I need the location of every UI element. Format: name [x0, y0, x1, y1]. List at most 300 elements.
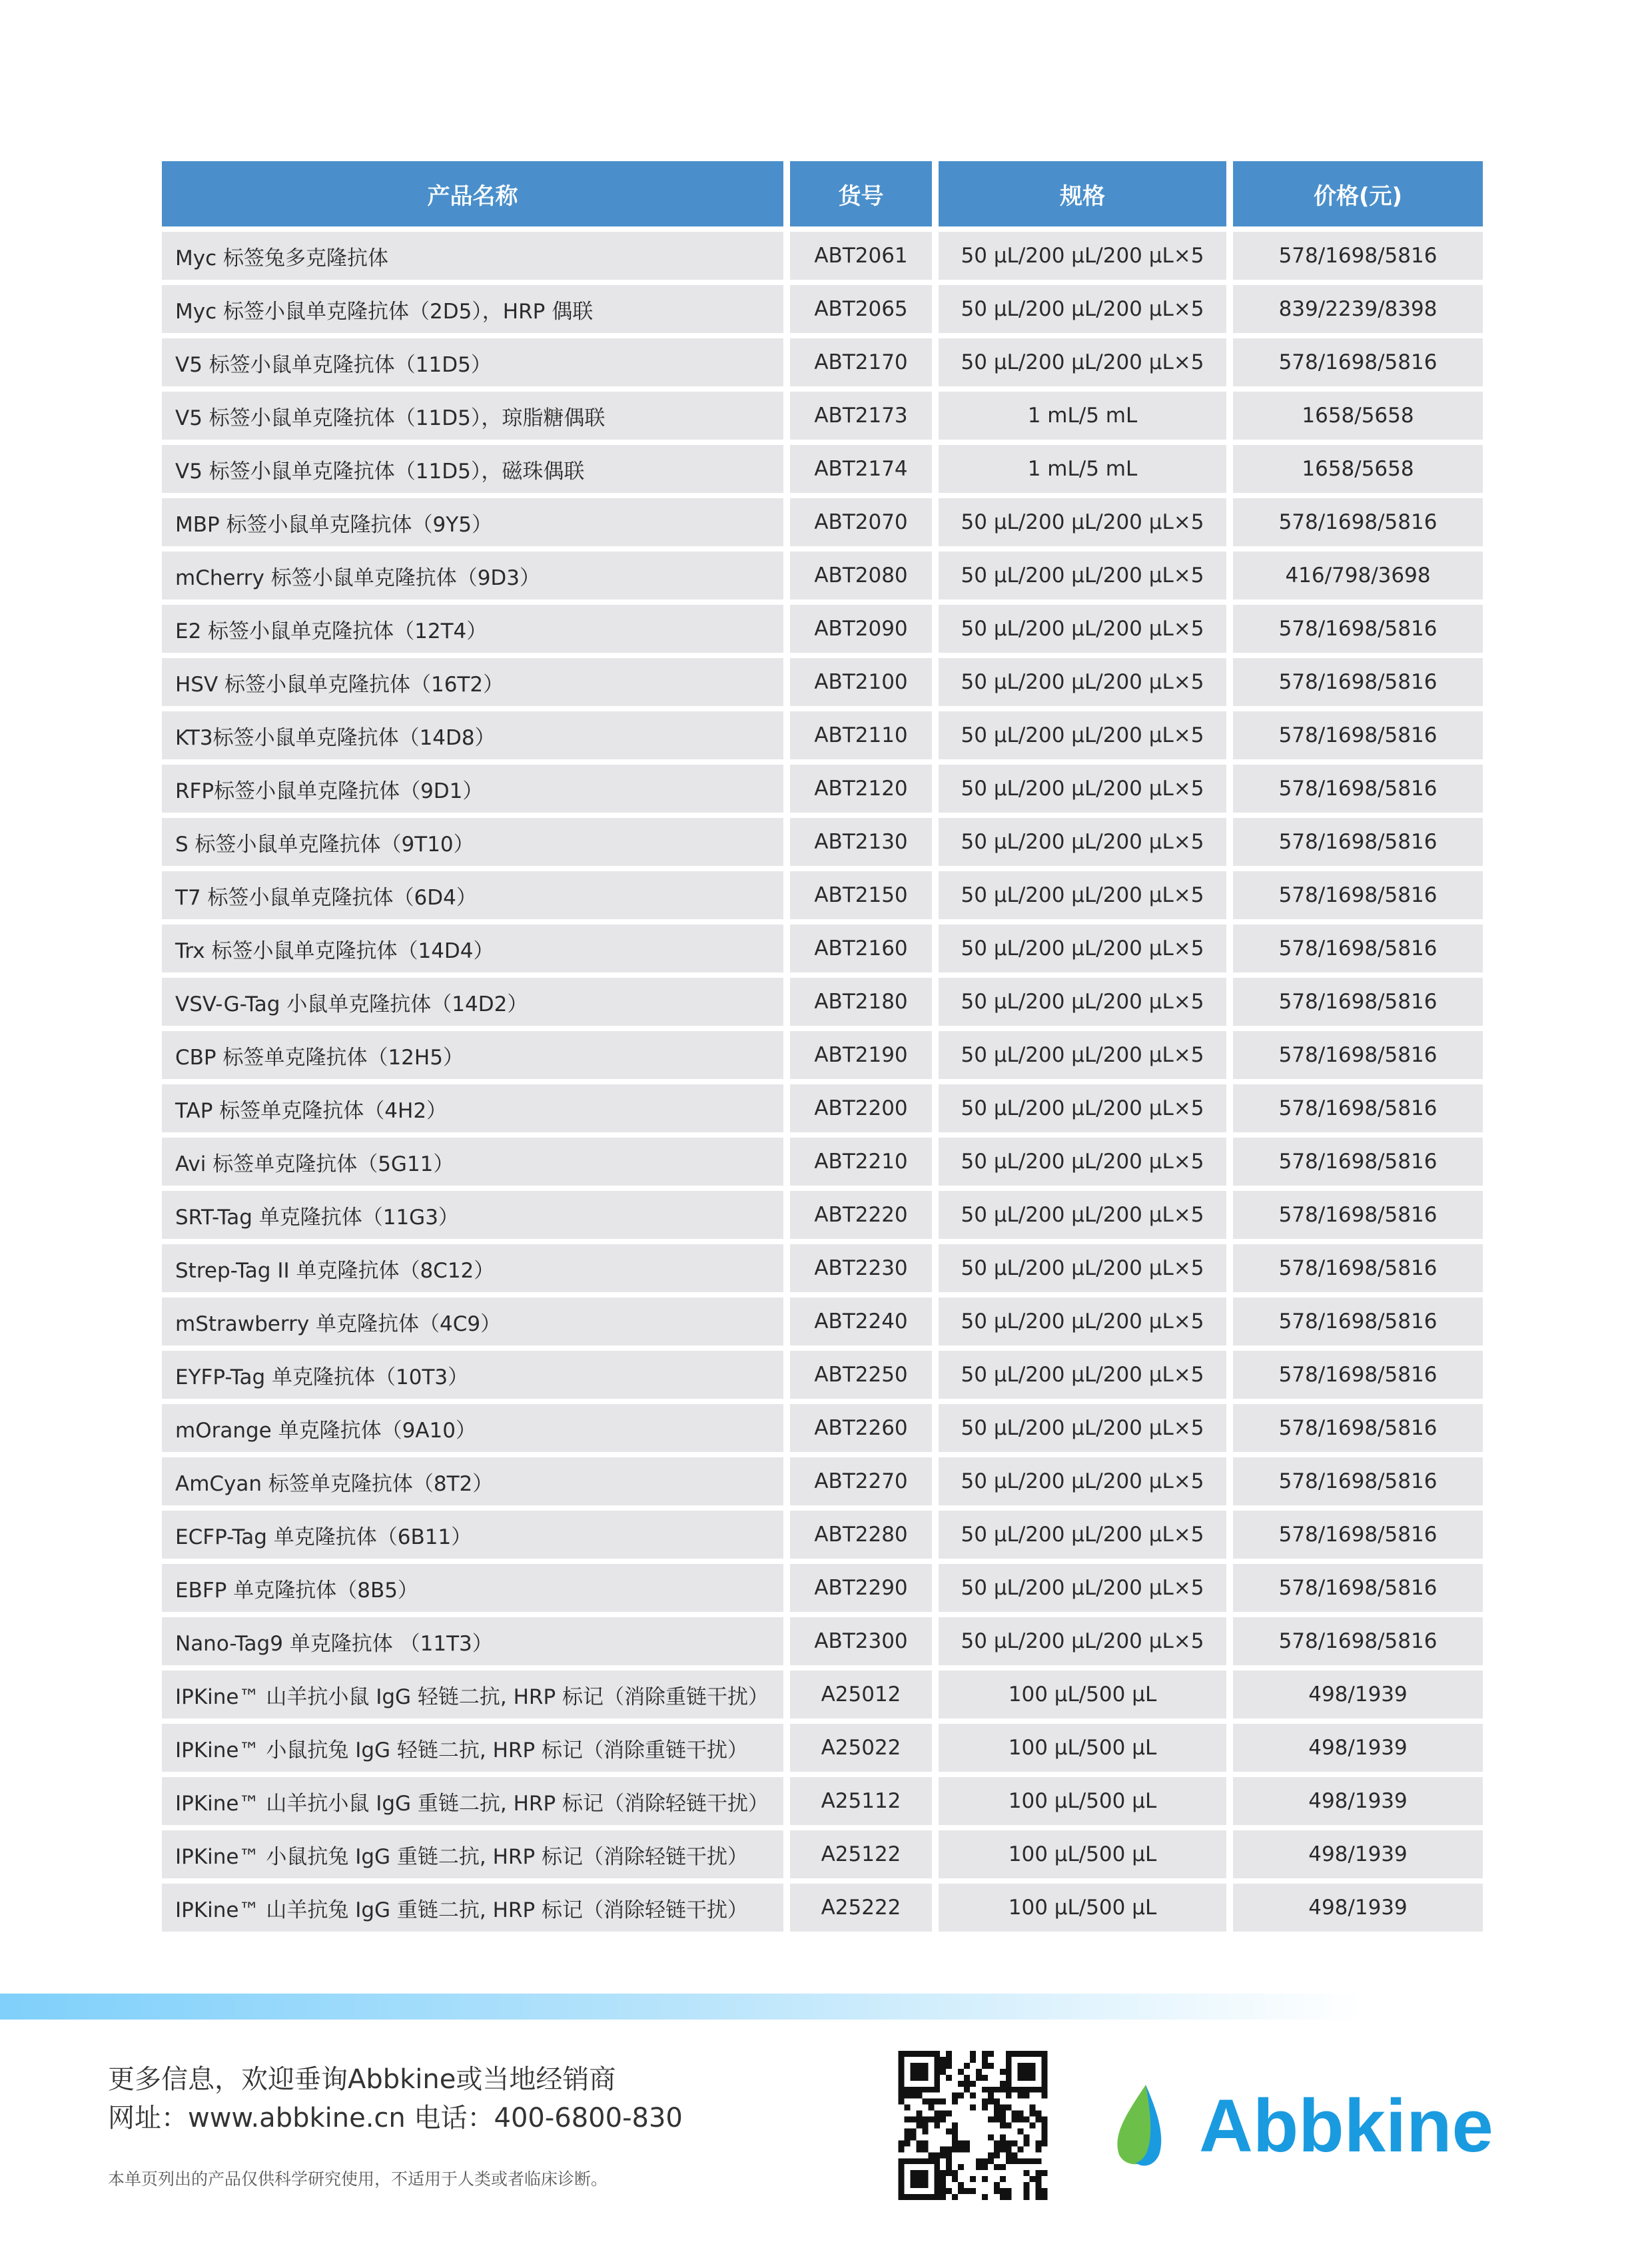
qr-module	[946, 2164, 952, 2170]
table-row	[162, 1404, 1483, 1452]
qr-module	[958, 2069, 964, 2075]
cell-catalog-no: ABT2260	[790, 1404, 932, 1452]
cell-catalog-no: ABT2270	[790, 1457, 932, 1505]
qr-module	[1030, 2087, 1036, 2093]
qr-module	[1006, 2075, 1012, 2081]
cell-price: 578/1698/5816	[1233, 232, 1483, 280]
qr-module	[1030, 2063, 1036, 2069]
qr-module	[934, 2069, 940, 2075]
qr-module	[1018, 2087, 1024, 2093]
qr-module	[1012, 2051, 1018, 2057]
cell-size: 50 μL/200 μL/200 μL×5	[939, 1617, 1226, 1665]
qr-module	[1012, 2158, 1018, 2164]
qr-module	[1006, 2140, 1012, 2146]
table-row	[162, 978, 1483, 1026]
qr-module	[934, 2051, 940, 2057]
qr-module	[910, 2158, 916, 2164]
qr-module	[1030, 2123, 1036, 2129]
qr-module	[910, 2087, 916, 2093]
qr-module	[1030, 2069, 1036, 2075]
qr-module	[1042, 2075, 1048, 2081]
qr-module	[994, 2117, 1000, 2123]
cell-price: 578/1698/5816	[1233, 765, 1483, 813]
qr-module	[940, 2176, 946, 2182]
cell-product-name: IPKine™ 山羊抗小鼠 IgG 重链二抗, HRP 标记（消除轻链干扰）	[162, 1777, 783, 1825]
qr-module	[928, 2099, 934, 2105]
qr-module	[952, 2170, 958, 2176]
cell-catalog-no: A25222	[790, 1884, 932, 1932]
qr-module	[964, 2087, 970, 2093]
qr-module	[964, 2063, 970, 2069]
qr-module	[1036, 2146, 1042, 2152]
cell-catalog-no: ABT2174	[790, 445, 932, 493]
cell-product-name: ECFP-Tag 单克隆抗体（6B11）	[162, 1511, 783, 1559]
qr-module	[1024, 2069, 1030, 2075]
qr-module	[952, 2134, 958, 2140]
cell-size: 50 μL/200 μL/200 μL×5	[939, 1138, 1226, 1186]
qr-module	[946, 2057, 952, 2063]
cell-price: 578/1698/5816	[1233, 818, 1483, 866]
qr-module	[982, 2051, 988, 2057]
qr-module	[1030, 2075, 1036, 2081]
qr-module	[946, 2075, 952, 2081]
table-row	[162, 711, 1483, 759]
cell-catalog-no: ABT2061	[790, 232, 932, 280]
qr-module	[1012, 2087, 1018, 2093]
qr-module	[904, 2194, 910, 2200]
cell-size: 50 μL/200 μL/200 μL×5	[939, 232, 1226, 280]
qr-module	[1024, 2087, 1030, 2093]
cell-price: 578/1698/5816	[1233, 711, 1483, 759]
qr-module	[1000, 2081, 1006, 2087]
qr-module	[952, 2194, 958, 2200]
qr-module	[934, 2182, 940, 2188]
cell-product-name: Strep-Tag II 单克隆抗体（8C12）	[162, 1244, 783, 1292]
cell-product-name: EYFP-Tag 单克隆抗体（10T3）	[162, 1351, 783, 1399]
qr-module	[1006, 2057, 1012, 2063]
qr-module	[940, 2099, 946, 2105]
qr-module	[1036, 2140, 1042, 2146]
qr-module	[1006, 2093, 1012, 2099]
qr-module	[916, 2069, 922, 2075]
table-row	[162, 232, 1483, 280]
cell-price: 498/1939	[1233, 1724, 1483, 1772]
qr-module	[970, 2051, 976, 2057]
qr-module	[910, 2063, 916, 2069]
qr-module	[946, 2063, 952, 2069]
qr-module	[904, 2140, 910, 2146]
abbkine-logo	[1106, 2081, 1552, 2168]
qr-module	[970, 2105, 976, 2111]
qr-module	[916, 2093, 922, 2099]
qr-module	[1042, 2123, 1048, 2129]
qr-module	[1036, 2188, 1042, 2194]
qr-module	[958, 2093, 964, 2099]
cell-price: 1658/5658	[1233, 392, 1483, 440]
qr-module	[899, 2164, 905, 2170]
qr-module	[958, 2081, 964, 2087]
qr-module	[1006, 2123, 1012, 2129]
cell-catalog-no: ABT2300	[790, 1617, 932, 1665]
cell-product-name: RFP标签小鼠单克隆抗体（9D1）	[162, 765, 783, 813]
qr-module	[934, 2111, 940, 2117]
cell-catalog-no: ABT2120	[790, 765, 932, 813]
qr-module	[1018, 2111, 1024, 2117]
qr-module	[922, 2128, 928, 2134]
qr-module	[1036, 2182, 1042, 2188]
table-row	[162, 1298, 1483, 1345]
qr-module	[916, 2194, 922, 2200]
qr-module	[1006, 2188, 1012, 2194]
qr-module	[1042, 2087, 1048, 2093]
qr-module	[916, 2123, 922, 2129]
qr-module	[1000, 2069, 1006, 2075]
qr-module	[988, 2087, 994, 2093]
cell-product-name: SRT-Tag 单克隆抗体（11G3）	[162, 1191, 783, 1239]
qr-module	[1000, 2188, 1006, 2194]
qr-module	[982, 2164, 988, 2170]
cell-price: 578/1698/5816	[1233, 871, 1483, 919]
qr-module	[1018, 2128, 1024, 2134]
cell-product-name: Nano-Tag9 单克隆抗体 （11T3）	[162, 1617, 783, 1665]
qr-module	[922, 2170, 928, 2176]
table-row	[162, 658, 1483, 706]
cell-price: 578/1698/5816	[1233, 498, 1483, 546]
qr-module	[958, 2164, 964, 2170]
cell-size: 50 μL/200 μL/200 μL×5	[939, 818, 1226, 866]
qr-module	[928, 2117, 934, 2123]
qr-module	[910, 2117, 916, 2123]
table-row	[162, 1830, 1483, 1878]
cell-catalog-no: ABT2190	[790, 1031, 932, 1079]
cell-size: 1 mL/5 mL	[939, 445, 1226, 493]
cell-size: 50 μL/200 μL/200 μL×5	[939, 765, 1226, 813]
cell-size: 50 μL/200 μL/200 μL×5	[939, 605, 1226, 653]
qr-module	[1024, 2051, 1030, 2057]
cell-product-name: mCherry 标签小鼠单克隆抗体（9D3）	[162, 552, 783, 599]
qr-module	[1018, 2075, 1024, 2081]
cell-catalog-no: ABT2130	[790, 818, 932, 866]
qr-module	[934, 2158, 940, 2164]
qr-module	[958, 2140, 964, 2146]
table-row	[162, 765, 1483, 813]
cell-product-name: IPKine™ 小鼠抗兔 IgG 重链二抗, HRP 标记（消除轻链干扰）	[162, 1830, 783, 1878]
qr-module	[1018, 2051, 1024, 2057]
qr-module	[1024, 2093, 1030, 2099]
table-row	[162, 818, 1483, 866]
cell-catalog-no: ABT2065	[790, 285, 932, 333]
cell-size: 100 μL/500 μL	[939, 1830, 1226, 1878]
qr-module	[946, 2188, 952, 2194]
qr-module	[904, 2128, 910, 2134]
qr-module	[1000, 2140, 1006, 2146]
qr-module	[1012, 2140, 1018, 2146]
qr-module	[946, 2051, 952, 2057]
cell-product-name: Trx 标签小鼠单克隆抗体（14D4）	[162, 925, 783, 972]
qr-module	[1030, 2111, 1036, 2117]
qr-module	[994, 2087, 1000, 2093]
qr-module	[976, 2069, 982, 2075]
qr-module	[964, 2146, 970, 2152]
cell-catalog-no: A25112	[790, 1777, 932, 1825]
qr-module	[994, 2099, 1000, 2105]
cell-catalog-no: ABT2110	[790, 711, 932, 759]
cell-product-name: V5 标签小鼠单克隆抗体（11D5），琼脂糖偶联	[162, 392, 783, 440]
qr-module	[910, 2182, 916, 2188]
table-row	[162, 1084, 1483, 1132]
cell-product-name: mStrawberry 单克隆抗体（4C9）	[162, 1298, 783, 1345]
cell-catalog-no: ABT2170	[790, 338, 932, 386]
cell-size: 50 μL/200 μL/200 μL×5	[939, 552, 1226, 599]
qr-module	[940, 2057, 946, 2063]
qr-module	[1042, 2188, 1048, 2194]
qr-module	[1024, 2134, 1030, 2140]
qr-module	[994, 2188, 1000, 2194]
qr-module	[952, 2128, 958, 2134]
qr-module	[970, 2176, 976, 2182]
qr-module	[922, 2158, 928, 2164]
qr-code[interactable]	[895, 2051, 1051, 2200]
qr-module	[1036, 2176, 1042, 2182]
qr-module	[916, 2158, 922, 2164]
cell-catalog-no: ABT2080	[790, 552, 932, 599]
cell-product-name: KT3标签小鼠单克隆抗体（14D8）	[162, 711, 783, 759]
qr-module	[1006, 2105, 1012, 2111]
qr-module	[899, 2182, 905, 2188]
qr-module	[934, 2152, 940, 2158]
cell-size: 50 μL/200 μL/200 μL×5	[939, 871, 1226, 919]
qr-module	[934, 2123, 940, 2129]
footer-contact-line[interactable]: 网址：www.abbkine.cn 电话：400-6800-830	[108, 2103, 683, 2133]
qr-module	[1000, 2087, 1006, 2093]
qr-module	[922, 2182, 928, 2188]
cell-size: 50 μL/200 μL/200 μL×5	[939, 1084, 1226, 1132]
qr-module	[1042, 2140, 1048, 2146]
table-header	[162, 161, 1483, 226]
cell-product-name: IPKine™ 山羊抗兔 IgG 重链二抗, HRP 标记（消除轻链干扰）	[162, 1884, 783, 1932]
qr-module	[928, 2194, 934, 2200]
qr-module	[922, 2075, 928, 2081]
qr-module	[1006, 2081, 1012, 2087]
qr-module	[940, 2069, 946, 2075]
qr-module	[1036, 2087, 1042, 2093]
qr-module	[1030, 2051, 1036, 2057]
qr-module	[916, 2063, 922, 2069]
cell-product-name: AmCyan 标签单克隆抗体（8T2）	[162, 1457, 783, 1505]
qr-module	[1006, 2087, 1012, 2093]
table-row	[162, 338, 1483, 386]
cell-catalog-no: ABT2173	[790, 392, 932, 440]
qr-module	[952, 2123, 958, 2129]
qr-module	[1036, 2158, 1042, 2164]
cell-price: 578/1698/5816	[1233, 1511, 1483, 1559]
qr-module	[1042, 2194, 1048, 2200]
cell-size: 50 μL/200 μL/200 μL×5	[939, 925, 1226, 972]
qr-module	[899, 2194, 905, 2200]
qr-module	[1000, 2146, 1006, 2152]
table-row	[162, 925, 1483, 972]
cell-product-name: HSV 标签小鼠单克隆抗体（16T2）	[162, 658, 783, 706]
cell-product-name: EBFP 单克隆抗体（8B5）	[162, 1564, 783, 1612]
cell-size: 50 μL/200 μL/200 μL×5	[939, 1244, 1226, 1292]
qr-module	[952, 2099, 958, 2105]
qr-module	[904, 2134, 910, 2140]
qr-module	[1006, 2158, 1012, 2164]
table-row	[162, 1351, 1483, 1399]
qr-module	[899, 2158, 905, 2164]
qr-module	[899, 2051, 905, 2057]
qr-module	[934, 2164, 940, 2170]
qr-module	[1024, 2158, 1030, 2164]
cell-product-name: MBP 标签小鼠单克隆抗体（9Y5）	[162, 498, 783, 546]
qr-module	[1006, 2051, 1012, 2057]
qr-module	[946, 2152, 952, 2158]
qr-module	[940, 2170, 946, 2176]
cell-product-name: CBP 标签单克隆抗体（12H5）	[162, 1031, 783, 1079]
table-row	[162, 871, 1483, 919]
qr-module	[934, 2057, 940, 2063]
qr-module	[916, 2140, 922, 2146]
qr-module	[958, 2188, 964, 2194]
qr-module	[934, 2087, 940, 2093]
qr-module	[916, 2087, 922, 2093]
qr-module	[1006, 2194, 1012, 2200]
qr-module	[940, 2182, 946, 2188]
qr-module	[952, 2140, 958, 2146]
cell-price: 578/1698/5816	[1233, 605, 1483, 653]
qr-module	[1024, 2140, 1030, 2146]
qr-module	[964, 2188, 970, 2194]
qr-module	[934, 2188, 940, 2194]
qr-module	[916, 2182, 922, 2188]
cell-catalog-no: ABT2180	[790, 978, 932, 1026]
cell-size: 50 μL/200 μL/200 μL×5	[939, 1298, 1226, 1345]
qr-module	[1030, 2105, 1036, 2111]
qr-module	[1024, 2075, 1030, 2081]
cell-catalog-no: A25012	[790, 1671, 932, 1718]
cell-catalog-no: A25122	[790, 1830, 932, 1878]
qr-module	[946, 2128, 952, 2134]
qr-module	[899, 2075, 905, 2081]
table-row	[162, 552, 1483, 599]
qr-module	[1000, 2194, 1006, 2200]
qr-module	[1024, 2194, 1030, 2200]
cell-size: 50 μL/200 μL/200 μL×5	[939, 338, 1226, 386]
cell-size: 50 μL/200 μL/200 μL×5	[939, 285, 1226, 333]
cell-price: 578/1698/5816	[1233, 1244, 1483, 1292]
qr-module	[899, 2063, 905, 2069]
qr-module	[910, 2051, 916, 2057]
table-row	[162, 1884, 1483, 1932]
cell-size: 100 μL/500 μL	[939, 1671, 1226, 1718]
header-size: 规格	[939, 161, 1226, 226]
qr-module	[899, 2081, 905, 2087]
cell-size: 50 μL/200 μL/200 μL×5	[939, 1191, 1226, 1239]
qr-module	[1036, 2194, 1042, 2200]
qr-module	[1036, 2051, 1042, 2057]
qr-module	[1042, 2051, 1048, 2057]
qr-module	[904, 2051, 910, 2057]
cell-price: 578/1698/5816	[1233, 978, 1483, 1026]
qr-module	[910, 2093, 916, 2099]
qr-module	[916, 2146, 922, 2152]
qr-module	[910, 2075, 916, 2081]
qr-module	[899, 2093, 905, 2099]
qr-module	[899, 2069, 905, 2075]
qr-module	[1000, 2176, 1006, 2182]
qr-module	[982, 2099, 988, 2105]
qr-module	[940, 2111, 946, 2117]
qr-module	[994, 2140, 1000, 2146]
qr-module	[922, 2099, 928, 2105]
qr-module	[928, 2158, 934, 2164]
qr-module	[982, 2075, 988, 2081]
qr-module	[904, 2105, 910, 2111]
qr-module	[988, 2099, 994, 2105]
qr-module	[982, 2063, 988, 2069]
qr-module	[916, 2111, 922, 2117]
qr-module	[958, 2182, 964, 2188]
qr-module	[1024, 2182, 1030, 2188]
qr-module	[976, 2075, 982, 2081]
cell-price: 839/2239/8398	[1233, 285, 1483, 333]
table-row	[162, 1724, 1483, 1772]
cell-product-name: mOrange 单克隆抗体（9A10）	[162, 1404, 783, 1452]
qr-module	[1042, 2117, 1048, 2123]
qr-module	[1024, 2170, 1030, 2176]
qr-module	[1006, 2069, 1012, 2075]
cell-catalog-no: ABT2090	[790, 605, 932, 653]
cell-size: 50 μL/200 μL/200 μL×5	[939, 498, 1226, 546]
qr-module	[994, 2111, 1000, 2117]
qr-module	[1000, 2123, 1006, 2129]
cell-product-name: Avi 标签单克隆抗体（5G11）	[162, 1138, 783, 1186]
cell-price: 416/798/3698	[1233, 552, 1483, 599]
qr-module	[910, 2134, 916, 2140]
qr-module	[940, 2146, 946, 2152]
cell-product-name: E2 标签小鼠单克隆抗体（12T4）	[162, 605, 783, 653]
header-product-name: 产品名称	[162, 161, 783, 226]
logo-text: Abbkine	[1199, 2084, 1493, 2167]
qr-module	[899, 2188, 905, 2194]
qr-module	[1000, 2134, 1006, 2140]
cell-size: 50 μL/200 μL/200 μL×5	[939, 1351, 1226, 1399]
cell-product-name: V5 标签小鼠单克隆抗体（11D5），磁珠偶联	[162, 445, 783, 493]
cell-size: 50 μL/200 μL/200 μL×5	[939, 711, 1226, 759]
table-row	[162, 605, 1483, 653]
qr-module	[952, 2146, 958, 2152]
qr-module	[946, 2158, 952, 2164]
qr-module	[934, 2063, 940, 2069]
qr-module	[899, 2176, 905, 2182]
cell-size: 50 μL/200 μL/200 μL×5	[939, 1031, 1226, 1079]
qr-module	[934, 2075, 940, 2081]
qr-module	[922, 2146, 928, 2152]
qr-module	[928, 2087, 934, 2093]
qr-module	[970, 2093, 976, 2099]
cell-catalog-no: ABT2220	[790, 1191, 932, 1239]
qr-module	[1042, 2069, 1048, 2075]
qr-module	[1006, 2152, 1012, 2158]
qr-module	[934, 2081, 940, 2087]
qr-module	[922, 2123, 928, 2129]
header-price: 价格(元)	[1233, 161, 1483, 226]
qr-module	[899, 2099, 905, 2105]
table-row	[162, 1031, 1483, 1079]
cell-price: 578/1698/5816	[1233, 925, 1483, 972]
cell-catalog-no: A25022	[790, 1724, 932, 1772]
qr-module	[1018, 2069, 1024, 2075]
